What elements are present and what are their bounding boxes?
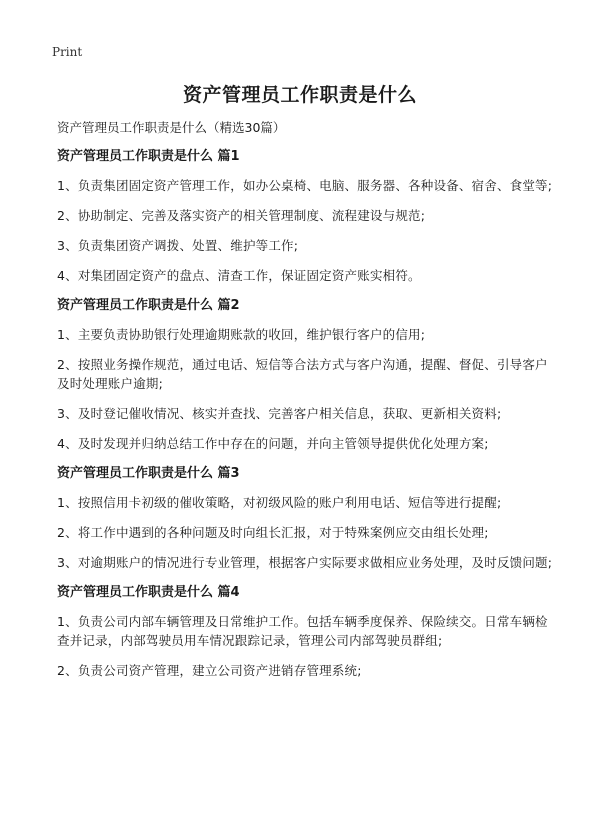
list-item: 4、对集团固定资产的盘点、清查工作，保证固定资产账实相符。 bbox=[57, 268, 421, 283]
document-body bbox=[57, 118, 560, 691]
document-title: 资产管理员工作职责是什么 bbox=[182, 84, 417, 106]
list-item: 1、主要负责协助银行处理逾期账款的收回，维护银行客户的信用; bbox=[57, 327, 426, 342]
print-label: Print bbox=[52, 45, 83, 59]
list-item: 1、负责集团固定资产管理工作，如办公桌椅、电脑、服务器、各种设备、宿舍、食堂等; bbox=[57, 178, 553, 193]
list-item: 1、负责公司内部车辆管理及日常维护工作。包括车辆季度保养、保险续交。日常车辆检查并记录，内部驾驶员用车情况跟踪记录，管理公司内部驾驶员群组; bbox=[57, 614, 548, 648]
section-heading: 资产管理员工作职责是什么 篇1 bbox=[57, 149, 240, 164]
list-item: 3、负责集团资产调拨、处置、维护等工作; bbox=[57, 238, 299, 253]
section-3 bbox=[57, 464, 560, 572]
section-1 bbox=[57, 147, 560, 285]
list-item: 4、及时发现并归纳总结工作中存在的问题，并向主管领导提供优化处理方案; bbox=[57, 436, 489, 451]
list-item: 2、将工作中遇到的各种问题及时向组长汇报，对于特殊案例应交由组长处理; bbox=[57, 525, 489, 540]
section-heading: 资产管理员工作职责是什么 篇4 bbox=[57, 585, 240, 600]
list-item: 1、按照信用卡初级的催收策略，对初级风险的账户利用电话、短信等进行提醒; bbox=[57, 495, 502, 510]
section-heading: 资产管理员工作职责是什么 篇2 bbox=[57, 298, 240, 313]
list-item: 2、协助制定、完善及落实资产的相关管理制度、流程建设与规范; bbox=[57, 208, 426, 223]
section-4 bbox=[57, 583, 560, 680]
document-subtitle: 资产管理员工作职责是什么（精选30篇） bbox=[57, 120, 286, 135]
list-item: 2、按照业务操作规范，通过电话、短信等合法方式与客户沟通，提醒、督促、引导客户及时处理账户逾期; bbox=[57, 357, 548, 391]
list-item: 2、负责公司资产管理，建立公司资产进销存管理系统; bbox=[57, 663, 362, 678]
list-item: 3、对逾期账户的情况进行专业管理，根据客户实际要求做相应业务处理，及时反馈问题; bbox=[57, 555, 553, 570]
section-2 bbox=[57, 296, 560, 453]
list-item: 3、及时登记催收情况、核实并查找、完善客户相关信息，获取、更新相关资料; bbox=[57, 406, 502, 421]
section-heading: 资产管理员工作职责是什么 篇3 bbox=[57, 466, 240, 481]
